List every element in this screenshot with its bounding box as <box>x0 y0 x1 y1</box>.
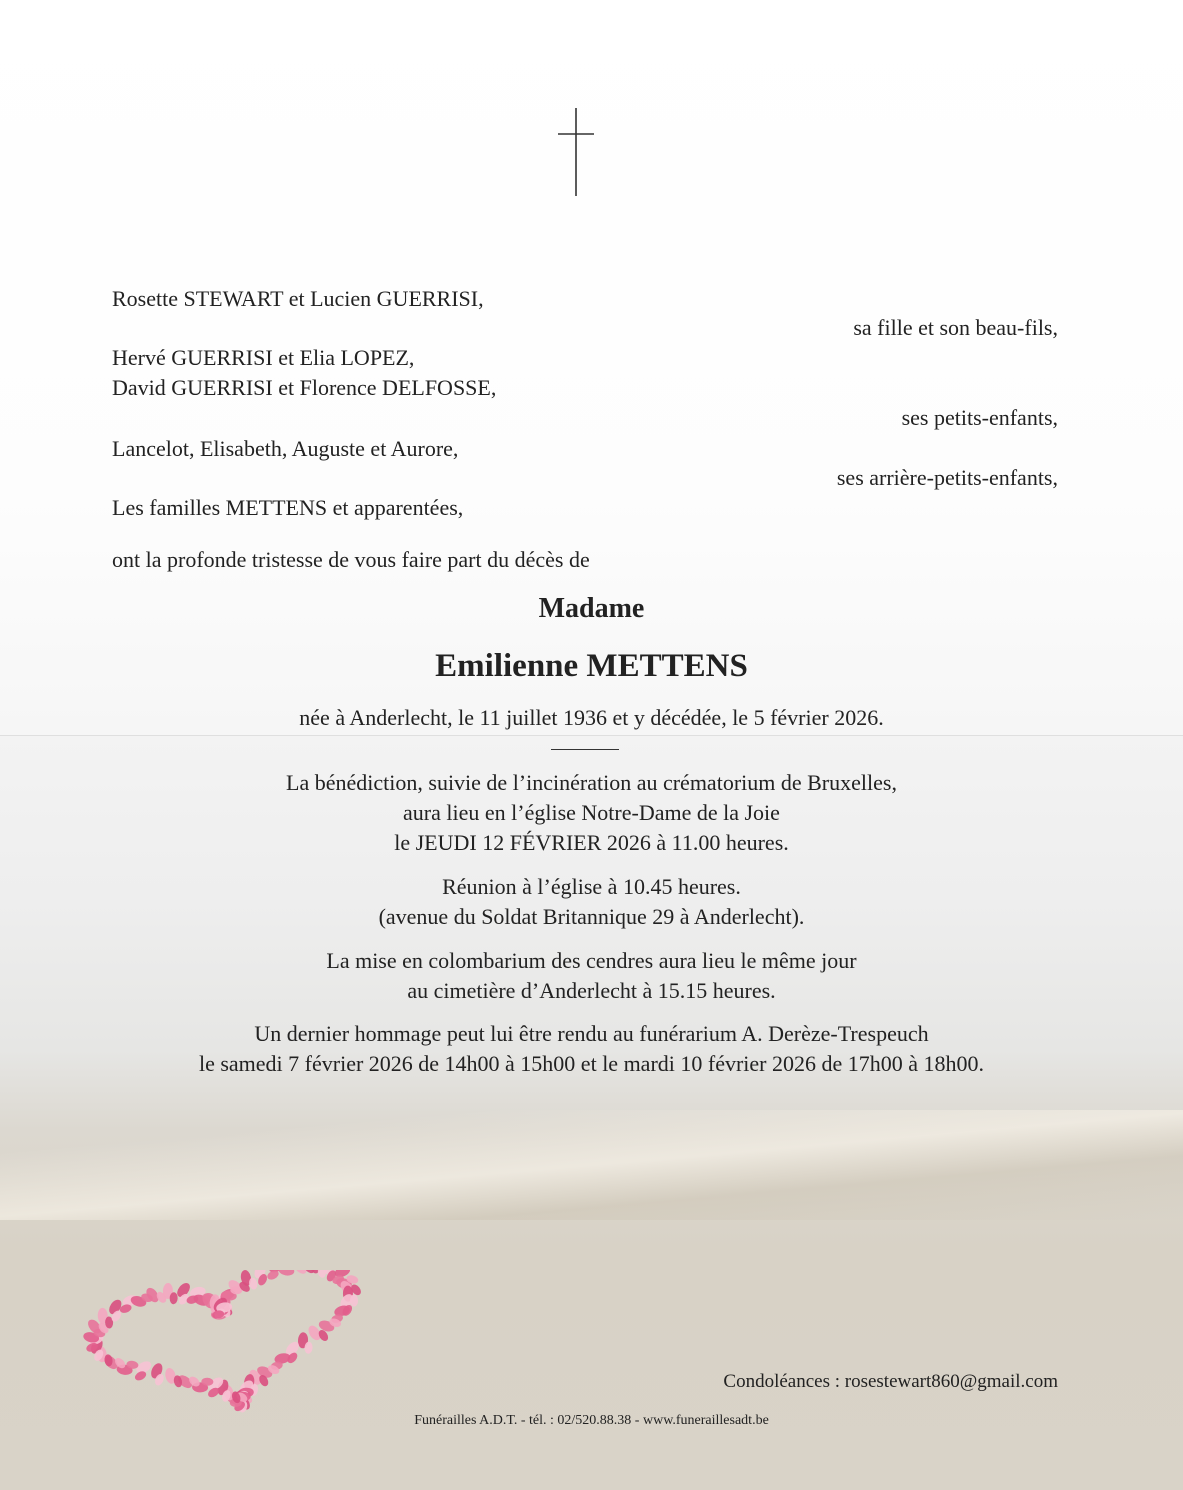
family-line-grandchild-2: David GUERRISI et Florence DELFOSSE, <box>112 375 497 400</box>
deceased-title: Madame <box>538 593 645 624</box>
deceased-name: Emilienne METTENS <box>435 648 748 684</box>
flower-petal <box>266 1270 280 1281</box>
relation-great-grandchildren: ses arrière-petits-enfants, <box>836 465 1058 490</box>
family-line-daughter: Rosette STEWART et Lucien GUERRISI, <box>112 286 484 311</box>
columbarium-line: La mise en colombarium des cendres aura lieu le même jour <box>326 948 857 973</box>
columbarium-line: au cimetière d’Anderlecht à 15.15 heures. <box>407 978 776 1003</box>
relation-grandchildren: ses petits-enfants, <box>901 405 1058 430</box>
ceremony-line: le JEUDI 12 FÉVRIER 2026 à 11.00 heures. <box>394 830 789 855</box>
tribute-line: Un dernier hommage peut lui être rendu au funérarium A. Derèze-Trespeuch <box>254 1021 929 1046</box>
ceremony-line: aura lieu en l’église Notre-Dame de la Joie <box>403 800 780 825</box>
family-line-relatives: Les familles METTENS et apparentées, <box>112 495 464 520</box>
family-line-grandchild-1: Hervé GUERRISI et Elia LOPEZ, <box>112 345 415 370</box>
flower-heart-image <box>78 1270 378 1415</box>
gathering-line: (avenue du Soldat Britannique 29 à Anderlecht). <box>378 904 805 929</box>
ceremony-line: La bénédiction, suivie de l’incinération au crématorium de Bruxelles, <box>286 770 897 795</box>
tribute-line: le samedi 7 février 2026 de 14h00 à 15h00 et le mardi 10 février 2026 de 17h00 à 18h00. <box>198 1051 985 1076</box>
condolences-contact: Condoléances : rosestewart860@gmail.com <box>723 1371 1058 1392</box>
separator-rule <box>551 749 619 750</box>
relation-daughter: sa fille et son beau-fils, <box>853 315 1058 340</box>
announcement-text: ont la profonde tristesse de vous faire part du décès de <box>112 547 590 572</box>
flower-petal <box>278 1270 295 1277</box>
fold-line <box>0 735 1183 736</box>
family-line-great-grandchildren: Lancelot, Elisabeth, Auguste et Aurore, <box>112 436 459 461</box>
gathering-line: Réunion à l’église à 10.45 heures. <box>442 874 741 899</box>
cross-icon <box>558 108 594 198</box>
deceased-dates: née à Anderlecht, le 11 juillet 1936 et y décédée, le 5 février 2026. <box>299 705 884 730</box>
beach-shoreline-background <box>0 1110 1183 1220</box>
funeral-home-footer: Funérailles A.D.T. - tél. : 02/520.88.38 - www.funeraillesadt.be <box>414 1413 769 1428</box>
